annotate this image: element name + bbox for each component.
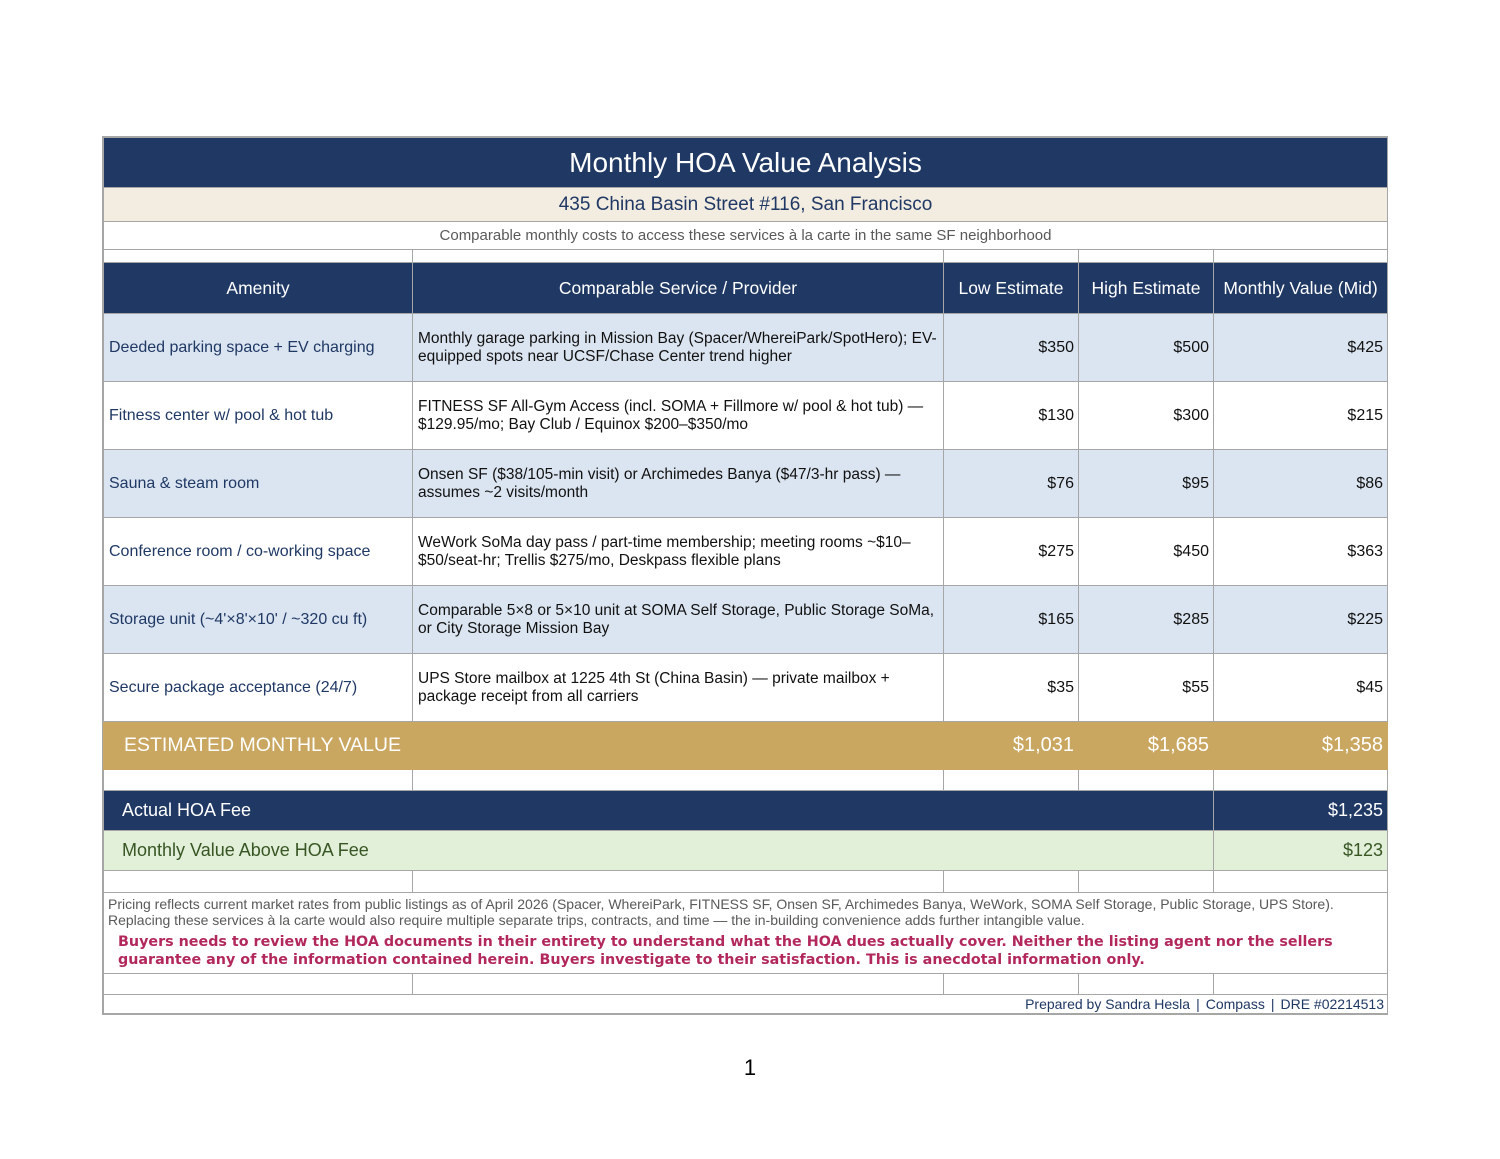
spacer-row — [104, 973, 1388, 994]
low-estimate-cell: $76 — [944, 450, 1079, 518]
high-estimate-cell: $300 — [1079, 382, 1214, 450]
page-number: 1 — [743, 1055, 757, 1080]
high-estimate-cell: $500 — [1079, 314, 1214, 382]
amenity-cell: Secure package acceptance (24/7) — [104, 654, 413, 722]
pricing-notes: Pricing reflects current market rates from public listings as of April 2026 (Spacer, WhereiPark, FITNESS SF, Onsen SF, Archimedes Banya, WeWork, SOMA Self Storage, Public Storage, UPS Store). Replacing these services à la carte would also require multiple separate trips, contracts, and time — the in-building convenience adds further intangible value. — [104, 893, 1388, 931]
high-estimate-cell: $55 — [1079, 654, 1214, 722]
table-row — [104, 518, 1388, 586]
column-header-provider: Comparable Service / Provider — [413, 263, 944, 314]
hoa-fee-label: Actual HOA Fee — [104, 791, 1214, 831]
dre-number: DRE #02214513 — [1280, 995, 1385, 1012]
notes-row — [104, 893, 1388, 931]
low-estimate-cell: $130 — [944, 382, 1079, 450]
footer-separator: | — [1196, 995, 1200, 1012]
total-high: $1,685 — [1079, 722, 1214, 770]
high-estimate-cell: $95 — [1079, 450, 1214, 518]
amenity-cell: Conference room / co-working space — [104, 518, 413, 586]
mid-value-cell: $215 — [1214, 382, 1388, 450]
hoa-analysis-sheet — [102, 136, 1388, 1015]
hoa-fee-value: $1,235 — [1214, 791, 1388, 831]
amenity-cell: Storage unit (~4'×8'×10' / ~320 cu ft) — [104, 586, 413, 654]
disclaimer-row — [104, 931, 1388, 974]
table-row — [104, 382, 1388, 450]
page-subtitle: Comparable monthly costs to access these services à la carte in the same SF neighborhood — [104, 222, 1388, 250]
table-row — [104, 586, 1388, 654]
property-address: 435 China Basin Street #116, San Francisco — [104, 188, 1388, 222]
amenity-cell: Deeded parking space + EV charging — [104, 314, 413, 382]
table-row — [104, 654, 1388, 722]
mid-value-cell: $363 — [1214, 518, 1388, 586]
amenity-cell: Fitness center w/ pool & hot tub — [104, 382, 413, 450]
provider-cell: Monthly garage parking in Mission Bay (Spacer/WhereiPark/SpotHero); EV-equipped spots near UCSF/Chase Center trend higher — [413, 314, 944, 382]
footer-credit — [104, 994, 1388, 1013]
total-mid: $1,358 — [1214, 722, 1388, 770]
table-row — [104, 314, 1388, 382]
mid-value-cell: $45 — [1214, 654, 1388, 722]
page-title: Monthly HOA Value Analysis — [104, 138, 1388, 188]
hoa-fee-row — [104, 791, 1388, 831]
low-estimate-cell: $350 — [944, 314, 1079, 382]
column-header-low: Low Estimate — [944, 263, 1079, 314]
high-estimate-cell: $450 — [1079, 518, 1214, 586]
prepared-by: Prepared by Sandra Hesla — [1025, 995, 1191, 1012]
high-estimate-cell: $285 — [1079, 586, 1214, 654]
disclaimer-text: Buyers needs to review the HOA documents in their entirety to understand what the HOA dues actually cover. Neither the listing agent nor the sellers guarantee any of the information contained herein. Buyers investigate to their satisfaction. This is anecdotal information only. — [104, 931, 1388, 974]
value-above-label: Monthly Value Above HOA Fee — [104, 831, 1214, 871]
spacer-row — [104, 770, 1388, 791]
spacer-row — [104, 250, 1388, 263]
provider-cell: Comparable 5×8 or 5×10 unit at SOMA Self Storage, Public Storage SoMa, or City Storage Mission Bay — [413, 586, 944, 654]
spacer-row — [104, 871, 1388, 893]
hoa-table — [103, 137, 1388, 1014]
value-above-value: $123 — [1214, 831, 1388, 871]
column-header-amenity: Amenity — [104, 263, 413, 314]
footer-separator: | — [1270, 995, 1275, 1012]
column-header-high: High Estimate — [1079, 263, 1214, 314]
provider-cell: FITNESS SF All-Gym Access (incl. SOMA + Fillmore w/ pool & hot tub) — $129.95/mo; Bay Club / Equinox $200–$350/mo — [413, 382, 944, 450]
column-header-mid: Monthly Value (Mid) — [1214, 263, 1388, 314]
amenity-cell: Sauna & steam room — [104, 450, 413, 518]
company-name: Compass — [1205, 995, 1265, 1012]
provider-cell: WeWork SoMa day pass / part-time membership; meeting rooms ~$10–$50/seat-hr; Trellis $275/mo, Deskpass flexible plans — [413, 518, 944, 586]
total-label: ESTIMATED MONTHLY VALUE — [104, 722, 944, 770]
total-row — [104, 722, 1388, 770]
provider-cell: UPS Store mailbox at 1225 4th St (China Basin) — private mailbox + package receipt from all carriers — [413, 654, 944, 722]
header-row — [104, 263, 1388, 314]
mid-value-cell: $225 — [1214, 586, 1388, 654]
low-estimate-cell: $165 — [944, 586, 1079, 654]
mid-value-cell: $86 — [1214, 450, 1388, 518]
provider-cell: Onsen SF ($38/105-min visit) or Archimedes Banya ($47/3-hr pass) — assumes ~2 visits/month — [413, 450, 944, 518]
low-estimate-cell: $275 — [944, 518, 1079, 586]
total-low: $1,031 — [944, 722, 1079, 770]
table-row — [104, 450, 1388, 518]
low-estimate-cell: $35 — [944, 654, 1079, 722]
value-above-row — [104, 831, 1388, 871]
footer-row — [104, 994, 1388, 1013]
mid-value-cell: $425 — [1214, 314, 1388, 382]
